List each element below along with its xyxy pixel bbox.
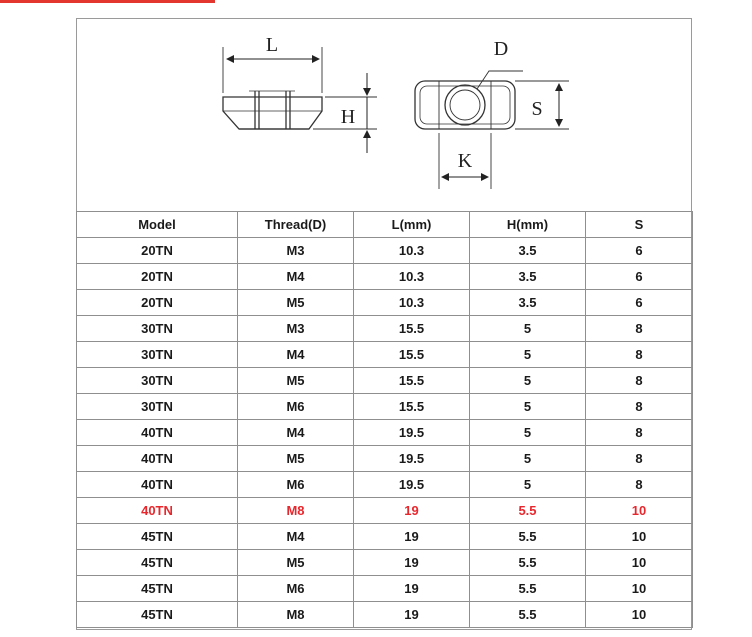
table-row	[77, 446, 693, 472]
t-nut-diagram	[77, 19, 691, 211]
cell-model: 20TN	[77, 264, 238, 290]
cell-model: 40TN	[77, 446, 238, 472]
cell-s: 8	[586, 368, 693, 394]
cell-length: 19	[354, 602, 470, 628]
header-model: Model	[77, 212, 238, 238]
table-row	[77, 264, 693, 290]
table-row	[77, 368, 693, 394]
cell-length: 19.5	[354, 472, 470, 498]
cell-length: 19	[354, 524, 470, 550]
label-S: S	[531, 98, 543, 120]
cell-height: 3.5	[470, 264, 586, 290]
table-row	[77, 602, 693, 628]
cell-length: 19	[354, 576, 470, 602]
cell-height: 5	[470, 394, 586, 420]
cell-thread: M8	[238, 602, 354, 628]
header-height: H(mm)	[470, 212, 586, 238]
cell-s: 10	[586, 550, 693, 576]
header-s: S	[586, 212, 693, 238]
top-accent-bar	[0, 0, 215, 3]
cell-model: 30TN	[77, 316, 238, 342]
cell-height: 5.5	[470, 576, 586, 602]
cell-height: 5	[470, 368, 586, 394]
label-D: D	[493, 38, 509, 60]
cell-height: 5.5	[470, 550, 586, 576]
table-body	[77, 238, 693, 628]
cell-thread: M6	[238, 394, 354, 420]
cell-s: 6	[586, 290, 693, 316]
cell-s: 8	[586, 420, 693, 446]
cell-length: 10.3	[354, 238, 470, 264]
cell-height: 3.5	[470, 238, 586, 264]
cell-s: 8	[586, 394, 693, 420]
table-row	[77, 524, 693, 550]
header-length: L(mm)	[354, 212, 470, 238]
table-row	[77, 498, 693, 524]
cell-thread: M4	[238, 420, 354, 446]
cell-s: 10	[586, 524, 693, 550]
spec-table	[76, 211, 693, 628]
cell-height: 5	[470, 446, 586, 472]
cell-length: 15.5	[354, 394, 470, 420]
cell-model: 45TN	[77, 576, 238, 602]
cell-length: 15.5	[354, 342, 470, 368]
cell-height: 5.5	[470, 524, 586, 550]
table-row	[77, 394, 693, 420]
cell-height: 5	[470, 342, 586, 368]
cell-thread: M6	[238, 576, 354, 602]
label-L: L	[265, 34, 279, 56]
cell-length: 19	[354, 498, 470, 524]
cell-thread: M4	[238, 342, 354, 368]
table-row	[77, 550, 693, 576]
cell-height: 5.5	[470, 498, 586, 524]
cell-thread: M5	[238, 368, 354, 394]
cell-thread: M8	[238, 498, 354, 524]
cell-model: 40TN	[77, 498, 238, 524]
cell-height: 5.5	[470, 602, 586, 628]
cell-thread: M4	[238, 524, 354, 550]
table-row	[77, 238, 693, 264]
cell-model: 45TN	[77, 602, 238, 628]
cell-length: 15.5	[354, 316, 470, 342]
cell-s: 8	[586, 316, 693, 342]
cell-thread: M3	[238, 316, 354, 342]
cell-s: 10	[586, 576, 693, 602]
dimension-H	[341, 73, 367, 153]
cell-height: 3.5	[470, 290, 586, 316]
cell-thread: M5	[238, 446, 354, 472]
table-row	[77, 342, 693, 368]
cell-model: 20TN	[77, 238, 238, 264]
label-H: H	[340, 106, 356, 128]
cell-model: 45TN	[77, 550, 238, 576]
cell-thread: M3	[238, 238, 354, 264]
technical-drawing	[77, 19, 691, 211]
cell-thread: M6	[238, 472, 354, 498]
table-row	[77, 316, 693, 342]
table-row	[77, 420, 693, 446]
cell-thread: M5	[238, 550, 354, 576]
cell-s: 8	[586, 342, 693, 368]
dimension-D	[494, 38, 508, 60]
header-thread: Thread(D)	[238, 212, 354, 238]
cell-length: 10.3	[354, 264, 470, 290]
cell-model: 30TN	[77, 342, 238, 368]
cell-s: 6	[586, 238, 693, 264]
cell-model: 20TN	[77, 290, 238, 316]
cell-length: 19	[354, 550, 470, 576]
cell-height: 5	[470, 472, 586, 498]
top-view	[415, 71, 569, 189]
cell-length: 10.3	[354, 290, 470, 316]
spec-sheet	[76, 18, 692, 630]
cell-height: 5	[470, 420, 586, 446]
label-K: K	[457, 150, 473, 172]
cell-length: 19.5	[354, 420, 470, 446]
dimension-S	[531, 84, 559, 126]
cell-model: 45TN	[77, 524, 238, 550]
table-header-row	[77, 212, 693, 238]
cell-s: 10	[586, 498, 693, 524]
table-row	[77, 472, 693, 498]
cell-thread: M5	[238, 290, 354, 316]
table-row	[77, 576, 693, 602]
cell-model: 30TN	[77, 394, 238, 420]
table-row	[77, 290, 693, 316]
cell-s: 10	[586, 602, 693, 628]
cell-s: 8	[586, 472, 693, 498]
cell-length: 15.5	[354, 368, 470, 394]
cell-model: 40TN	[77, 420, 238, 446]
cell-height: 5	[470, 316, 586, 342]
cell-thread: M4	[238, 264, 354, 290]
dimension-K	[442, 150, 488, 177]
cell-s: 8	[586, 446, 693, 472]
cell-model: 30TN	[77, 368, 238, 394]
dimension-L	[227, 34, 319, 59]
cell-s: 6	[586, 264, 693, 290]
cell-model: 40TN	[77, 472, 238, 498]
cell-length: 19.5	[354, 446, 470, 472]
